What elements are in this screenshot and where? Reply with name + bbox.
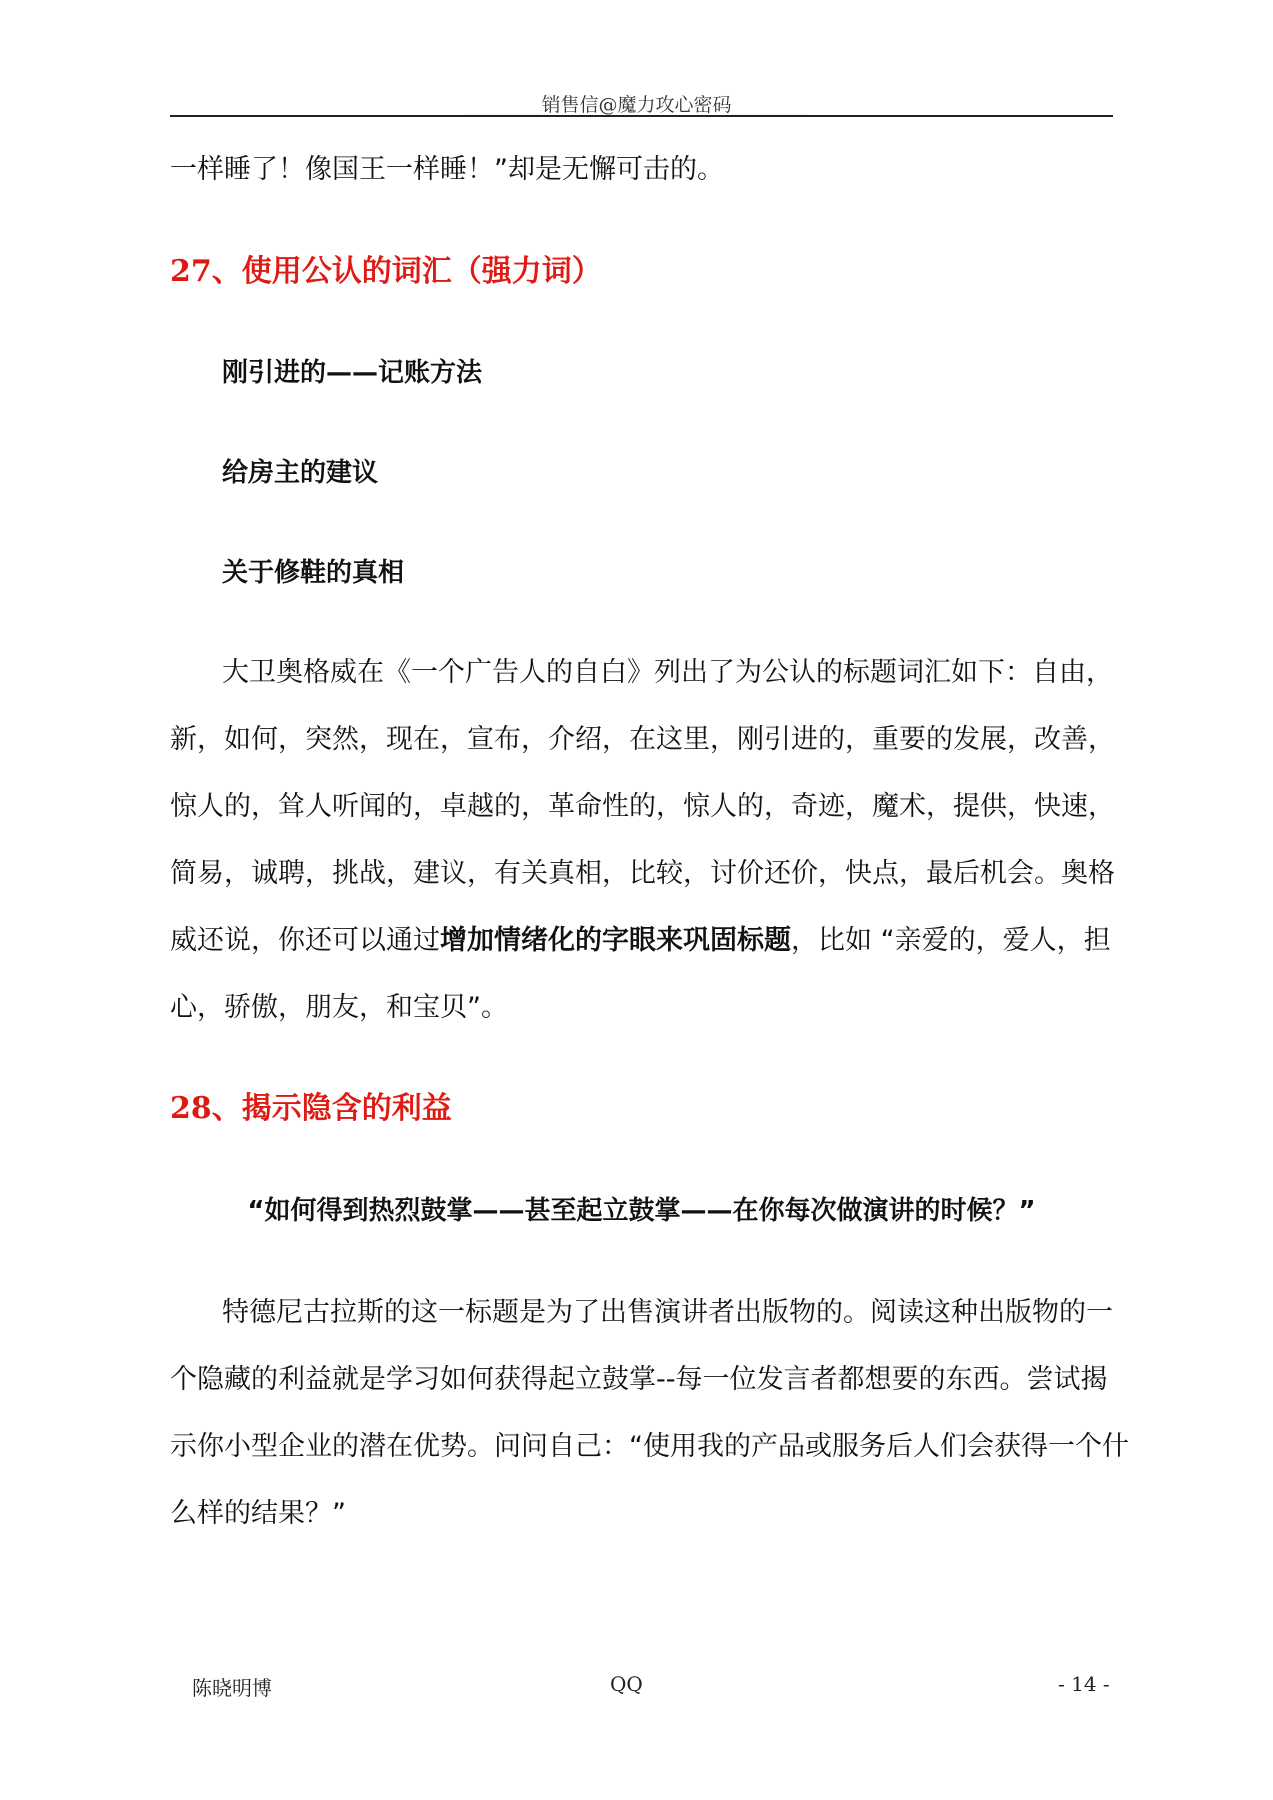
section-27-title: 使用公认的词汇（强力词）: [241, 254, 602, 289]
para28-line-2: 个隐藏的利益就是学习如何获得起立鼓掌--每一位发言者都想要的东西。尝试揭: [170, 1364, 1108, 1395]
subhead-1: 刚引进的——记账方法: [222, 358, 483, 388]
para27-line-5-post: ，比如 “亲爱的，爱人，担: [791, 925, 1111, 956]
running-header: ________销售信@魔力攻心密码________: [465, 94, 808, 116]
para27-line-5-pre: 威还说，你还可以通过: [170, 925, 440, 956]
para27-line-4: 简易，诚聘，挑战，建议，有关真相，比较，讨价还价，快点，最后机会。奥格: [170, 858, 1115, 889]
section-28-quote: “如何得到热烈鼓掌——甚至起立鼓掌——在你每次做演讲的时候？”: [247, 1196, 1036, 1226]
section-27-heading: [170, 252, 602, 292]
footer-qq: QQ: [610, 1672, 643, 1696]
para27-line-3: 惊人的，耸人听闻的，卓越的，革命性的，惊人的，奇迹，魔术，提供，快速，: [170, 791, 1115, 822]
para27-line-2: 新，如何，突然，现在，宣布，介绍，在这里，刚引进的，重要的发展，改善，: [170, 724, 1115, 755]
section-28-number: 28、: [170, 1091, 242, 1126]
footer-page-number: - 14 -: [1058, 1672, 1110, 1696]
para28-line-1: 特德尼古拉斯的这一标题是为了出售演讲者出版物的。阅读这种出版物的一: [222, 1297, 1113, 1328]
para27-line-1: 大卫奥格威在《一个广告人的自白》列出了为公认的标题词汇如下：自由，: [222, 657, 1113, 688]
para27-line-6: 心，骄傲，朋友，和宝贝”。: [170, 992, 508, 1023]
header-rule: [170, 115, 1113, 117]
section-28-title: 揭示隐含的利益: [241, 1091, 452, 1126]
subhead-3: 关于修鞋的真相: [222, 558, 405, 588]
section-27-number: 27、: [170, 254, 242, 289]
footer-author: 陈晓明博: [192, 1676, 272, 1700]
para28-line-3: 示你小型企业的潜在优势。问问自己：“使用我的产品或服务后人们会获得一个什: [170, 1431, 1129, 1462]
subhead-2: 给房主的建议: [222, 458, 379, 488]
section-28-heading: [170, 1089, 452, 1129]
para28-line-4: 么样的结果？”: [170, 1498, 346, 1529]
para27-line-5-bold: 增加情绪化的字眼来巩固标题: [440, 925, 791, 956]
para27-line-5: [170, 923, 1113, 959]
intro-line: 一样睡了！像国王一样睡！”却是无懈可击的。: [170, 154, 724, 185]
